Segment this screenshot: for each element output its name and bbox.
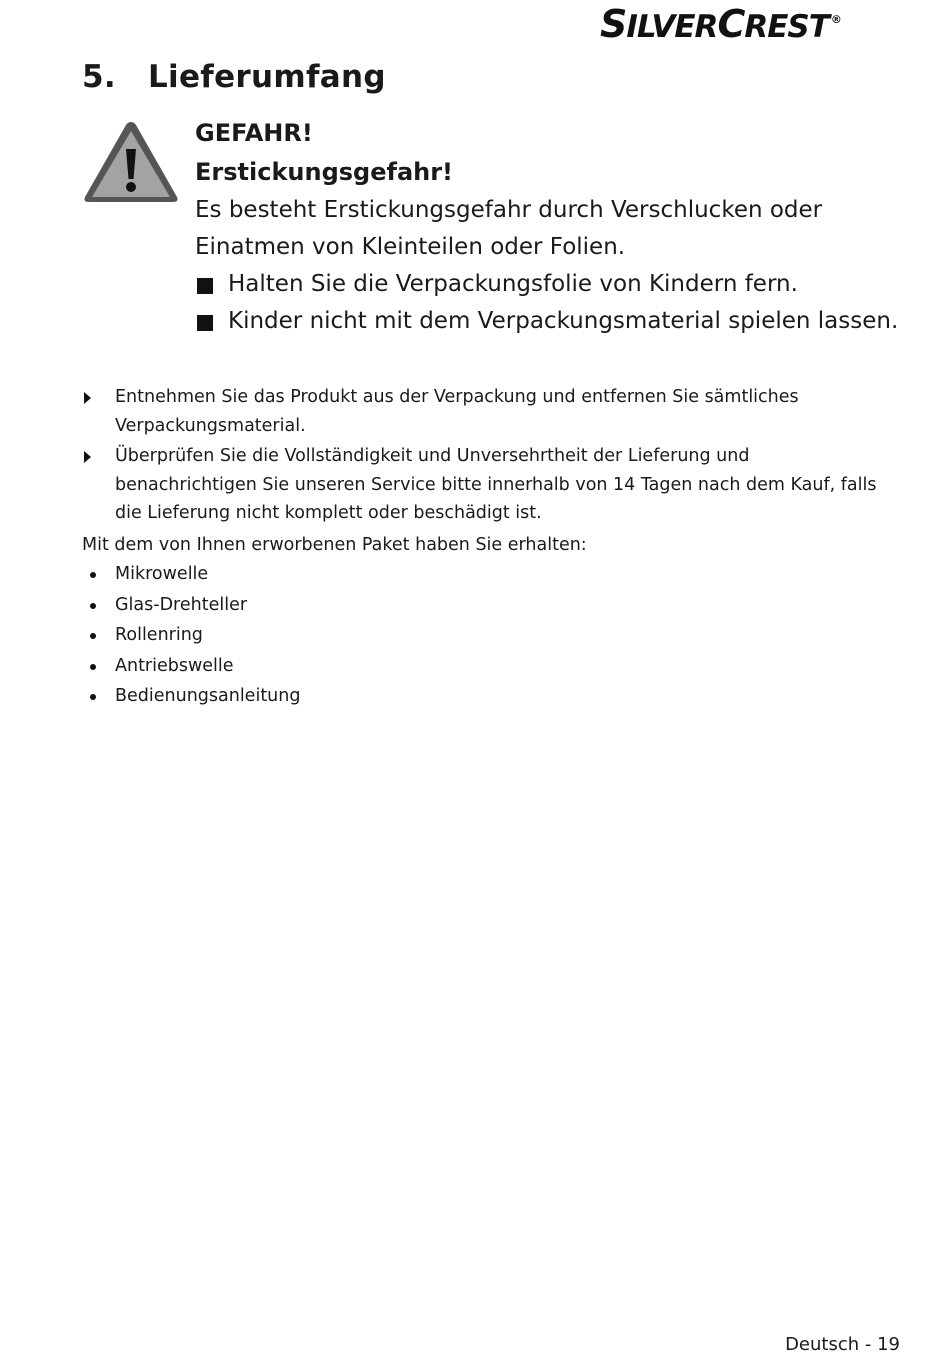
square-bullet-icon <box>197 278 213 294</box>
list-item: Mikrowelle <box>82 559 894 590</box>
bullet-icon <box>90 572 96 578</box>
bullet-icon <box>90 633 96 639</box>
warning-block <box>195 114 905 340</box>
body-content <box>82 383 894 712</box>
list-item: Bedienungsanleitung <box>82 681 894 712</box>
list-item: Glas-Drehteller <box>82 590 894 621</box>
silvercrest-logo: SILVERCREST ® <box>600 2 841 46</box>
warning-instructions <box>195 266 905 340</box>
bullet-icon <box>90 664 96 670</box>
warning-signal-word: GEFAHR! <box>195 119 313 147</box>
bullet-icon <box>90 694 96 700</box>
contents-intro: Mit dem von Ihnen erworbenen Paket haben Sie erhalten: <box>82 534 587 555</box>
square-bullet-icon <box>197 315 213 331</box>
warning-hazard: Erstickungsgefahr! <box>195 158 453 186</box>
step-item: Entnehmen Sie das Produkt aus der Verpackung und entfernen Sie sämtliches Verpackungsmaterial. <box>82 383 894 440</box>
list-item: Antriebswelle <box>82 651 894 682</box>
step-list <box>82 383 894 528</box>
section-number: 5. <box>82 59 116 95</box>
step-item: Überprüfen Sie die Vollständigkeit und Unversehrtheit der Lieferung und benachrichtigen Sie unseren Service bitte innerhalb von 14 Tagen nach dem Kauf, falls die Lieferung nicht komplett oder beschädigt ist. <box>82 442 894 528</box>
bullet-icon <box>90 603 96 609</box>
arrow-right-icon <box>84 392 91 404</box>
section-heading <box>82 55 386 99</box>
section-title: Lieferumfang <box>148 59 386 95</box>
registered-mark: ® <box>830 13 841 26</box>
warning-instruction: Halten Sie die Verpackungsfolie von Kindern fern. <box>195 266 905 303</box>
warning-description: Es besteht Erstickungsgefahr durch Verschlucken oder Einatmen von Kleinteilen oder Folien. <box>195 197 823 260</box>
warning-triangle-icon <box>82 119 180 205</box>
arrow-right-icon <box>84 451 91 463</box>
contents-list <box>82 559 894 712</box>
warning-instruction: Kinder nicht mit dem Verpackungsmaterial spielen lassen. <box>195 303 905 340</box>
page-footer: Deutsch - 19 <box>785 1334 900 1355</box>
list-item: Rollenring <box>82 620 894 651</box>
